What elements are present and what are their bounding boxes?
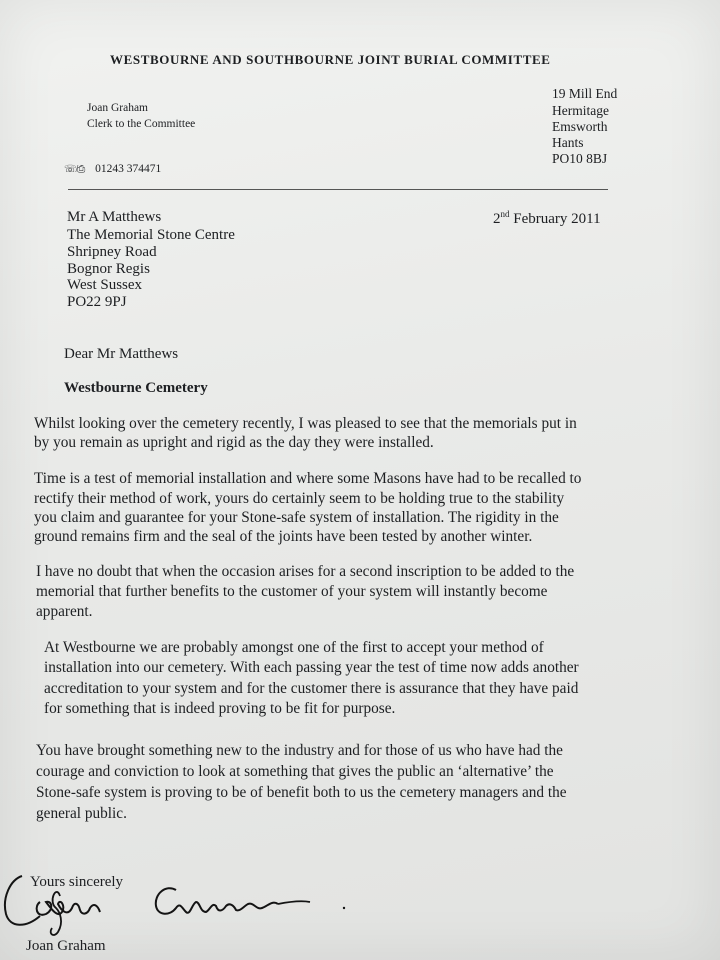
- body-line: memorial that further benefits to the customer of your system will instantly become: [36, 583, 548, 600]
- body-line: for something that is indeed proving to be fit for purpose.: [44, 700, 396, 717]
- address-line: PO10 8BJ: [552, 151, 608, 166]
- salutation: Dear Mr Matthews: [64, 346, 179, 362]
- recipient-line: Mr A Matthews: [67, 209, 162, 225]
- body-line: I have no doubt that when the occasion arises for a second inscription to be added to the: [36, 563, 575, 580]
- recipient-line: Shripney Road: [67, 244, 157, 260]
- body-line: rectify their method of work, yours do certainly seem to be holding true to the stability: [34, 490, 565, 507]
- recipient-line: West Sussex: [67, 277, 143, 293]
- body-line: general public.: [36, 805, 127, 822]
- subject-heading: Westbourne Cemetery: [64, 380, 208, 396]
- closing: Yours sincerely: [30, 874, 124, 890]
- body-line: Whilst looking over the cemetery recently, I was pleased to see that the memorials put in: [34, 415, 577, 432]
- body-line: you claim and guarantee for your Stone-safe system of installation. The rigidity in the: [34, 509, 559, 526]
- telephone-fax-icon: ☏/⎙: [64, 164, 85, 175]
- body-line: ground remains firm and the seal of the joints have been tested by another winter.: [34, 528, 533, 545]
- date-suffix: nd: [500, 209, 510, 219]
- handwritten-signature: [0, 862, 360, 942]
- letter-date: [493, 209, 601, 228]
- body-line: Stone-safe system is proving to be of benefit both to us the cemetery managers and the: [36, 784, 567, 801]
- header-divider: [68, 189, 608, 190]
- address-line: 19 Mill End: [552, 86, 618, 101]
- body-line: Time is a test of memorial installation and where some Masons have had to be recalled to: [34, 470, 582, 487]
- phone-number: 01243 374471: [95, 163, 162, 175]
- phone-line: [64, 163, 161, 175]
- body-line: by you remain as upright and rigid as the day they were installed.: [34, 434, 434, 451]
- sender-name: Joan Graham: [87, 102, 148, 114]
- recipient-line: The Memorial Stone Centre: [67, 227, 235, 243]
- body-line: At Westbourne we are probably amongst one of the first to accept your method of: [44, 639, 544, 656]
- body-line: apparent.: [36, 603, 93, 620]
- date-rest: February 2011: [509, 211, 601, 227]
- address-line: Emsworth: [552, 119, 608, 134]
- signatory-name: Joan Graham: [26, 938, 106, 954]
- recipient-line: Bognor Regis: [67, 261, 150, 277]
- committee-heading: WESTBOURNE AND SOUTHBOURNE JOINT BURIAL COMMITTEE: [110, 52, 551, 67]
- body-line: installation into our cemetery. With each passing year the test of time now adds another: [44, 659, 579, 676]
- body-line: You have brought something new to the industry and for those of us who have had the: [36, 742, 563, 759]
- recipient-line: PO22 9PJ: [67, 294, 127, 310]
- date-day: 2: [493, 211, 501, 227]
- body-line: accreditation to your system and for the customer there is assurance that they have paid: [44, 680, 579, 697]
- sender-role: Clerk to the Committee: [87, 118, 196, 130]
- address-line: Hants: [552, 135, 584, 150]
- address-line: Hermitage: [552, 103, 609, 118]
- body-line: courage and conviction to look at something that gives the public an ‘alternative’ the: [36, 763, 554, 780]
